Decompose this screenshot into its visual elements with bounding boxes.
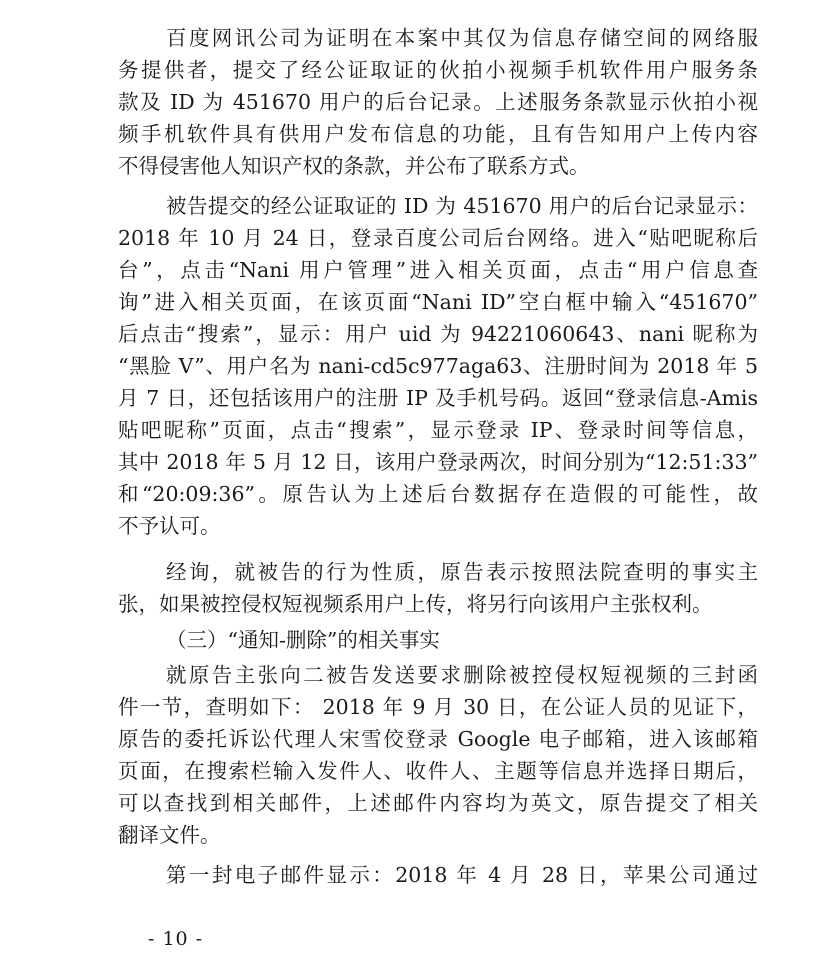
- text-line: 台”，点击“Nani 用户管理”进入相关页面，点击“用户信息查: [118, 258, 758, 282]
- page-number: - 10 -: [148, 928, 204, 950]
- text-line: 页面，在搜索栏输入发件人、收件人、主题等信息并选择日期后，: [118, 759, 758, 783]
- text-line: 贴吧昵称”页面，点击“搜索”，显示登录 IP、登录时间等信息，: [118, 418, 758, 442]
- text-line: 不得侵害他人知识产权的条款，并公布了联系方式。: [118, 154, 590, 178]
- text-line: 被告提交的经公证取证的 ID 为 451670 用户的后台记录显示：: [166, 194, 758, 218]
- text-line: 经询，就被告的行为性质，原告表示按照法院查明的事实主: [166, 560, 758, 584]
- text-line: 原告的委托诉讼代理人宋雪佼登录 Google 电子邮箱，进入该邮箱: [118, 727, 758, 751]
- text-line: 月 7 日，还包括该用户的注册 IP 及手机号码。返回“登录信息-Amis: [118, 386, 758, 410]
- text-line: 频手机软件具有供用户发布信息的功能，且有告知用户上传内容: [118, 122, 758, 146]
- text-line: 翻译文件。: [118, 823, 221, 847]
- text-line: 询”进入相关页面，在该页面“Nani ID”空白框中输入“451670”: [118, 290, 758, 314]
- text-line: 其中 2018 年 5 月 12 日，该用户登录两次，时间分别为“12:51:33”: [118, 450, 758, 474]
- text-line: “黑脸 V”、用户名为 nani-cd5c977aga63、注册时间为 2018 年 5: [118, 354, 758, 378]
- text-line: 2018 年 10 月 24 日，登录百度公司后台网络。进入“贴吧昵称后: [118, 226, 758, 250]
- text-line: 和“20:09:36”。原告认为上述后台数据存在造假的可能性，故: [118, 482, 758, 506]
- text-line: 就原告主张向二被告发送要求删除被控侵权短视频的三封函: [166, 663, 758, 687]
- text-line: 可以查找到相关邮件，上述邮件内容均为英文，原告提交了相关: [118, 791, 758, 815]
- text-line: 后点击“搜索”，显示：用户 uid 为 94221060643、nani 昵称为: [118, 322, 758, 346]
- text-line: 务提供者，提交了经公证取证的伙拍小视频手机软件用户服务条: [118, 58, 758, 82]
- section-heading: （三）“通知-删除”的相关事实: [166, 628, 440, 652]
- text-line: 不予认可。: [118, 514, 221, 538]
- text-line: 款及 ID 为 451670 用户的后台记录。上述服务条款显示伙拍小视: [118, 90, 758, 114]
- text-line: 百度网讯公司为证明在本案中其仅为信息存储空间的网络服: [166, 26, 758, 50]
- text-line: 张，如果被控侵权短视频系用户上传，将另行向该用户主张权利。: [118, 592, 713, 616]
- text-line: 第一封电子邮件显示：2018 年 4 月 28 日，苹果公司通过: [166, 863, 758, 887]
- text-line: 件一节，查明如下： 2018 年 9 月 30 日，在公证人员的见证下，: [118, 695, 758, 719]
